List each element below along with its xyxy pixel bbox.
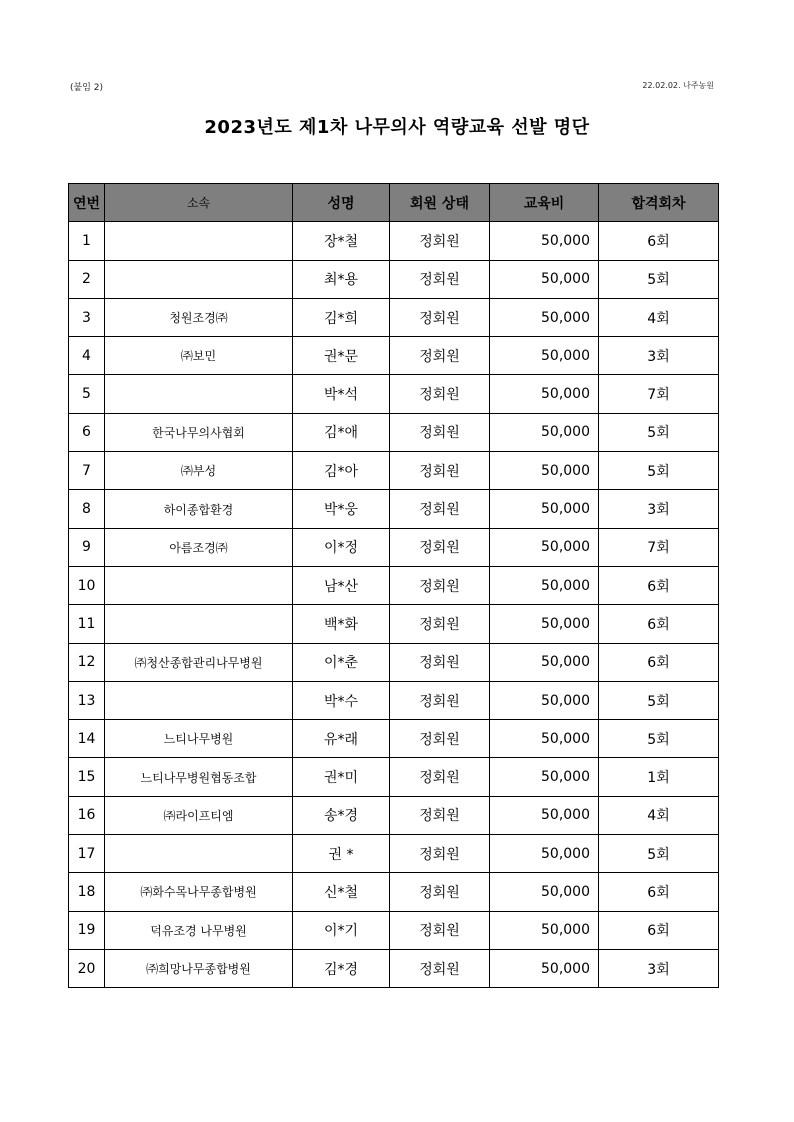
row-name: 이*정 xyxy=(293,528,390,566)
row-round: 3회 xyxy=(599,337,719,375)
row-affiliation xyxy=(105,566,293,604)
row-number: 3 xyxy=(69,298,105,336)
table-row xyxy=(69,298,719,336)
row-round: 1회 xyxy=(599,758,719,796)
table-row xyxy=(69,528,719,566)
row-affiliation: ㈜보민 xyxy=(105,337,293,375)
row-status: 정회원 xyxy=(390,835,490,873)
row-status: 정회원 xyxy=(390,260,490,298)
row-fee: 50,000 xyxy=(490,413,599,451)
row-affiliation: ㈜희망나무종합병원 xyxy=(105,949,293,987)
row-name: 김*희 xyxy=(293,298,390,336)
row-status: 정회원 xyxy=(390,375,490,413)
row-name: 김*경 xyxy=(293,949,390,987)
table-row xyxy=(69,758,719,796)
row-status: 정회원 xyxy=(390,452,490,490)
table-row xyxy=(69,796,719,834)
table-row xyxy=(69,605,719,643)
row-affiliation: ㈜청산종합관리나무병원 xyxy=(105,643,293,681)
row-fee: 50,000 xyxy=(490,681,599,719)
row-name: 김*아 xyxy=(293,452,390,490)
table-row xyxy=(69,949,719,987)
row-number: 15 xyxy=(69,758,105,796)
row-name: 박*수 xyxy=(293,681,390,719)
table-row xyxy=(69,720,719,758)
row-status: 정회원 xyxy=(390,222,490,260)
row-status: 정회원 xyxy=(390,643,490,681)
row-fee: 50,000 xyxy=(490,452,599,490)
table-row xyxy=(69,260,719,298)
table-row xyxy=(69,835,719,873)
row-fee: 50,000 xyxy=(490,222,599,260)
row-status: 정회원 xyxy=(390,566,490,604)
row-name: 이*기 xyxy=(293,911,390,949)
row-number: 1 xyxy=(69,222,105,260)
row-affiliation xyxy=(105,835,293,873)
table-row xyxy=(69,911,719,949)
row-round: 6회 xyxy=(599,566,719,604)
row-name: 장*철 xyxy=(293,222,390,260)
row-number: 6 xyxy=(69,413,105,451)
row-affiliation: 아름조경㈜ xyxy=(105,528,293,566)
row-number: 20 xyxy=(69,949,105,987)
row-affiliation: ㈜부성 xyxy=(105,452,293,490)
row-number: 14 xyxy=(69,720,105,758)
row-round: 5회 xyxy=(599,260,719,298)
row-affiliation: ㈜화수목나무종합병원 xyxy=(105,873,293,911)
row-number: 19 xyxy=(69,911,105,949)
date-org-label: 22.02.02. 나주농원 xyxy=(642,81,714,90)
row-status: 정회원 xyxy=(390,298,490,336)
row-affiliation xyxy=(105,222,293,260)
row-fee: 50,000 xyxy=(490,758,599,796)
row-fee: 50,000 xyxy=(490,375,599,413)
row-round: 6회 xyxy=(599,222,719,260)
row-name: 김*애 xyxy=(293,413,390,451)
row-affiliation: 느티나무병원협동조합 xyxy=(105,758,293,796)
row-fee: 50,000 xyxy=(490,720,599,758)
row-round: 7회 xyxy=(599,528,719,566)
row-round: 5회 xyxy=(599,413,719,451)
row-status: 정회원 xyxy=(390,911,490,949)
table-row xyxy=(69,643,719,681)
row-status: 정회원 xyxy=(390,758,490,796)
column-header-name: 성명 xyxy=(293,184,390,222)
row-status: 정회원 xyxy=(390,413,490,451)
row-fee: 50,000 xyxy=(490,873,599,911)
row-round: 3회 xyxy=(599,949,719,987)
row-number: 2 xyxy=(69,260,105,298)
row-status: 정회원 xyxy=(390,490,490,528)
row-name: 송*경 xyxy=(293,796,390,834)
row-name: 권 * xyxy=(293,835,390,873)
row-status: 정회원 xyxy=(390,528,490,566)
row-name: 백*화 xyxy=(293,605,390,643)
table-row xyxy=(69,413,719,451)
selection-roster-table xyxy=(68,183,719,988)
row-fee: 50,000 xyxy=(490,490,599,528)
row-fee: 50,000 xyxy=(490,835,599,873)
row-fee: 50,000 xyxy=(490,260,599,298)
row-affiliation xyxy=(105,605,293,643)
row-status: 정회원 xyxy=(390,681,490,719)
row-name: 남*산 xyxy=(293,566,390,604)
table-row xyxy=(69,452,719,490)
row-number: 10 xyxy=(69,566,105,604)
row-round: 5회 xyxy=(599,720,719,758)
row-round: 4회 xyxy=(599,298,719,336)
table-header-row xyxy=(69,184,719,222)
row-status: 정회원 xyxy=(390,949,490,987)
column-header-status: 회원 상태 xyxy=(390,184,490,222)
row-name: 권*미 xyxy=(293,758,390,796)
row-number: 7 xyxy=(69,452,105,490)
row-name: 신*철 xyxy=(293,873,390,911)
row-affiliation: 덕유조경 나무병원 xyxy=(105,911,293,949)
row-round: 6회 xyxy=(599,873,719,911)
table-row xyxy=(69,873,719,911)
row-number: 16 xyxy=(69,796,105,834)
row-fee: 50,000 xyxy=(490,911,599,949)
row-number: 17 xyxy=(69,835,105,873)
row-affiliation: 청원조경㈜ xyxy=(105,298,293,336)
row-fee: 50,000 xyxy=(490,566,599,604)
row-fee: 50,000 xyxy=(490,796,599,834)
column-header-round: 합격회차 xyxy=(599,184,719,222)
row-number: 12 xyxy=(69,643,105,681)
row-number: 11 xyxy=(69,605,105,643)
row-round: 6회 xyxy=(599,605,719,643)
row-affiliation: 느티나무병원 xyxy=(105,720,293,758)
attachment-label: (붙임 2) xyxy=(70,83,103,93)
row-fee: 50,000 xyxy=(490,949,599,987)
row-name: 최*용 xyxy=(293,260,390,298)
table-row xyxy=(69,375,719,413)
row-round: 4회 xyxy=(599,796,719,834)
row-name: 유*래 xyxy=(293,720,390,758)
row-number: 13 xyxy=(69,681,105,719)
row-name: 이*춘 xyxy=(293,643,390,681)
row-fee: 50,000 xyxy=(490,298,599,336)
row-affiliation xyxy=(105,681,293,719)
row-number: 4 xyxy=(69,337,105,375)
row-round: 6회 xyxy=(599,643,719,681)
row-name: 박*석 xyxy=(293,375,390,413)
row-number: 8 xyxy=(69,490,105,528)
page-title: 2023년도 제1차 나무의사 역량교육 선발 명단 xyxy=(204,117,590,138)
row-affiliation: 한국나무의사협회 xyxy=(105,413,293,451)
table-row xyxy=(69,566,719,604)
row-status: 정회원 xyxy=(390,873,490,911)
column-header-affiliation: 소속 xyxy=(105,184,293,222)
row-name: 박*웅 xyxy=(293,490,390,528)
row-affiliation: 하이종합환경 xyxy=(105,490,293,528)
table-row xyxy=(69,681,719,719)
row-affiliation xyxy=(105,260,293,298)
column-header-no: 연번 xyxy=(69,184,105,222)
row-round: 3회 xyxy=(599,490,719,528)
row-round: 7회 xyxy=(599,375,719,413)
row-fee: 50,000 xyxy=(490,337,599,375)
row-round: 6회 xyxy=(599,911,719,949)
row-round: 5회 xyxy=(599,835,719,873)
row-name: 권*문 xyxy=(293,337,390,375)
row-number: 5 xyxy=(69,375,105,413)
row-number: 18 xyxy=(69,873,105,911)
row-fee: 50,000 xyxy=(490,643,599,681)
row-fee: 50,000 xyxy=(490,528,599,566)
row-affiliation: ㈜라이프티엠 xyxy=(105,796,293,834)
row-round: 5회 xyxy=(599,452,719,490)
table-row xyxy=(69,222,719,260)
row-affiliation xyxy=(105,375,293,413)
column-header-fee: 교육비 xyxy=(490,184,599,222)
row-status: 정회원 xyxy=(390,720,490,758)
row-number: 9 xyxy=(69,528,105,566)
row-fee: 50,000 xyxy=(490,605,599,643)
row-round: 5회 xyxy=(599,681,719,719)
row-status: 정회원 xyxy=(390,337,490,375)
table-row xyxy=(69,490,719,528)
table-row xyxy=(69,337,719,375)
row-status: 정회원 xyxy=(390,605,490,643)
row-status: 정회원 xyxy=(390,796,490,834)
